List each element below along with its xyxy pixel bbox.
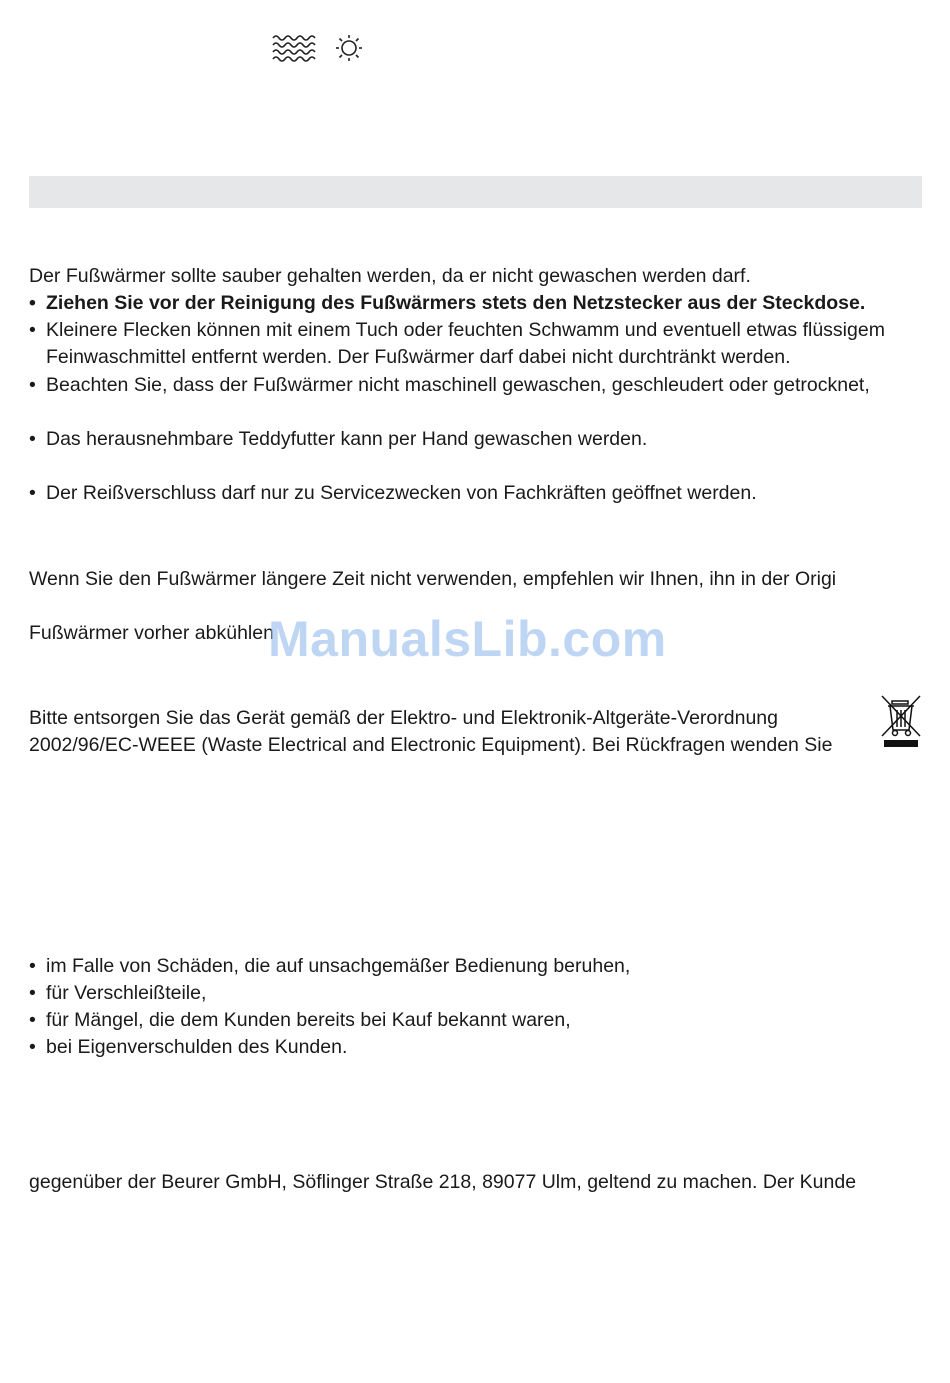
- bullet-dot: •: [29, 1036, 36, 1058]
- warranty-bullet-misuse: [29, 954, 630, 978]
- care-bullet-zipper: [29, 481, 757, 505]
- heat-waves-icon: [273, 36, 315, 61]
- storage-text-line-1: Wenn Sie den Fußwärmer längere Zeit nicht verwenden, empfehlen wir Ihnen, ihn in der Origi: [29, 568, 837, 590]
- warranty-bullet-known-defects: [29, 1008, 571, 1032]
- sun-icon: [336, 35, 362, 61]
- weee-bin-icon: [880, 694, 924, 756]
- bullet-dot: •: [29, 1009, 36, 1031]
- watermark: ManualsLib.com: [268, 611, 667, 667]
- bullet-dot: •: [29, 955, 36, 977]
- care-bullet-stains-continued: Feinwaschmittel entfernt werden. Der Fußwärmer darf dabei nicht durchtränkt werden.: [46, 346, 791, 368]
- care-bullet-text: Der Reißverschluss darf nur zu Servicezwecken von Fachkräften geöffnet werden.: [46, 482, 757, 504]
- heat-symbols-svg: [271, 30, 371, 66]
- bullet-dot: •: [29, 292, 36, 314]
- warranty-bullet-text: bei Eigenverschulden des Kunden.: [46, 1036, 348, 1058]
- care-bullet-no-machine-wash: [29, 373, 870, 397]
- header-symbols: [271, 30, 371, 72]
- bullet-dot: •: [29, 982, 36, 1004]
- care-bullet-unplug: [29, 291, 865, 315]
- care-bullet-text: Beachten Sie, dass der Fußwärmer nicht maschinell gewaschen, geschleudert oder getrocknet,: [46, 374, 870, 396]
- warranty-bullet-text: im Falle von Schäden, die auf unsachgemäßer Bedienung beruhen,: [46, 955, 631, 977]
- care-bullet-text: Kleinere Flecken können mit einem Tuch oder feuchten Schwamm und eventuell etwas flüssigem: [46, 319, 885, 341]
- warranty-bullet-own-fault: [29, 1035, 347, 1059]
- section-heading-band: [29, 176, 922, 208]
- disposal-text-line-1: Bitte entsorgen Sie das Gerät gemäß der Elektro- und Elektronik-Altgeräte-Verordnung: [29, 707, 778, 729]
- care-bullet-text: Ziehen Sie vor der Reinigung des Fußwärmers stets den Netzstecker aus der Steckdose.: [46, 292, 866, 314]
- disposal-text-line-2: 2002/96/EC-WEEE (Waste Electrical and Electronic Equipment). Bei Rückfragen wenden Sie: [29, 734, 833, 756]
- storage-text-line-2: Fußwärmer vorher abkühlen: [29, 622, 274, 644]
- warranty-bullet-text: für Mängel, die dem Kunden bereits bei Kauf bekannt waren,: [46, 1009, 571, 1031]
- warranty-bullet-text: für Verschleißteile,: [46, 982, 207, 1004]
- bullet-dot: •: [29, 428, 36, 450]
- cleaning-intro: Der Fußwärmer sollte sauber gehalten werden, da er nicht gewaschen werden darf.: [29, 265, 751, 287]
- care-bullet-stains: [29, 318, 885, 342]
- bullet-dot: •: [29, 374, 36, 396]
- warranty-claim-address: gegenüber der Beurer GmbH, Söflinger Straße 218, 89077 Ulm, geltend zu machen. Der Kunde: [29, 1171, 857, 1193]
- warranty-bullet-wear-parts: [29, 981, 206, 1005]
- bullet-dot: •: [29, 482, 36, 504]
- care-bullet-teddy-lining: [29, 427, 647, 451]
- bullet-dot: •: [29, 319, 36, 341]
- care-bullet-text: Das herausnehmbare Teddyfutter kann per Hand gewaschen werden.: [46, 428, 648, 450]
